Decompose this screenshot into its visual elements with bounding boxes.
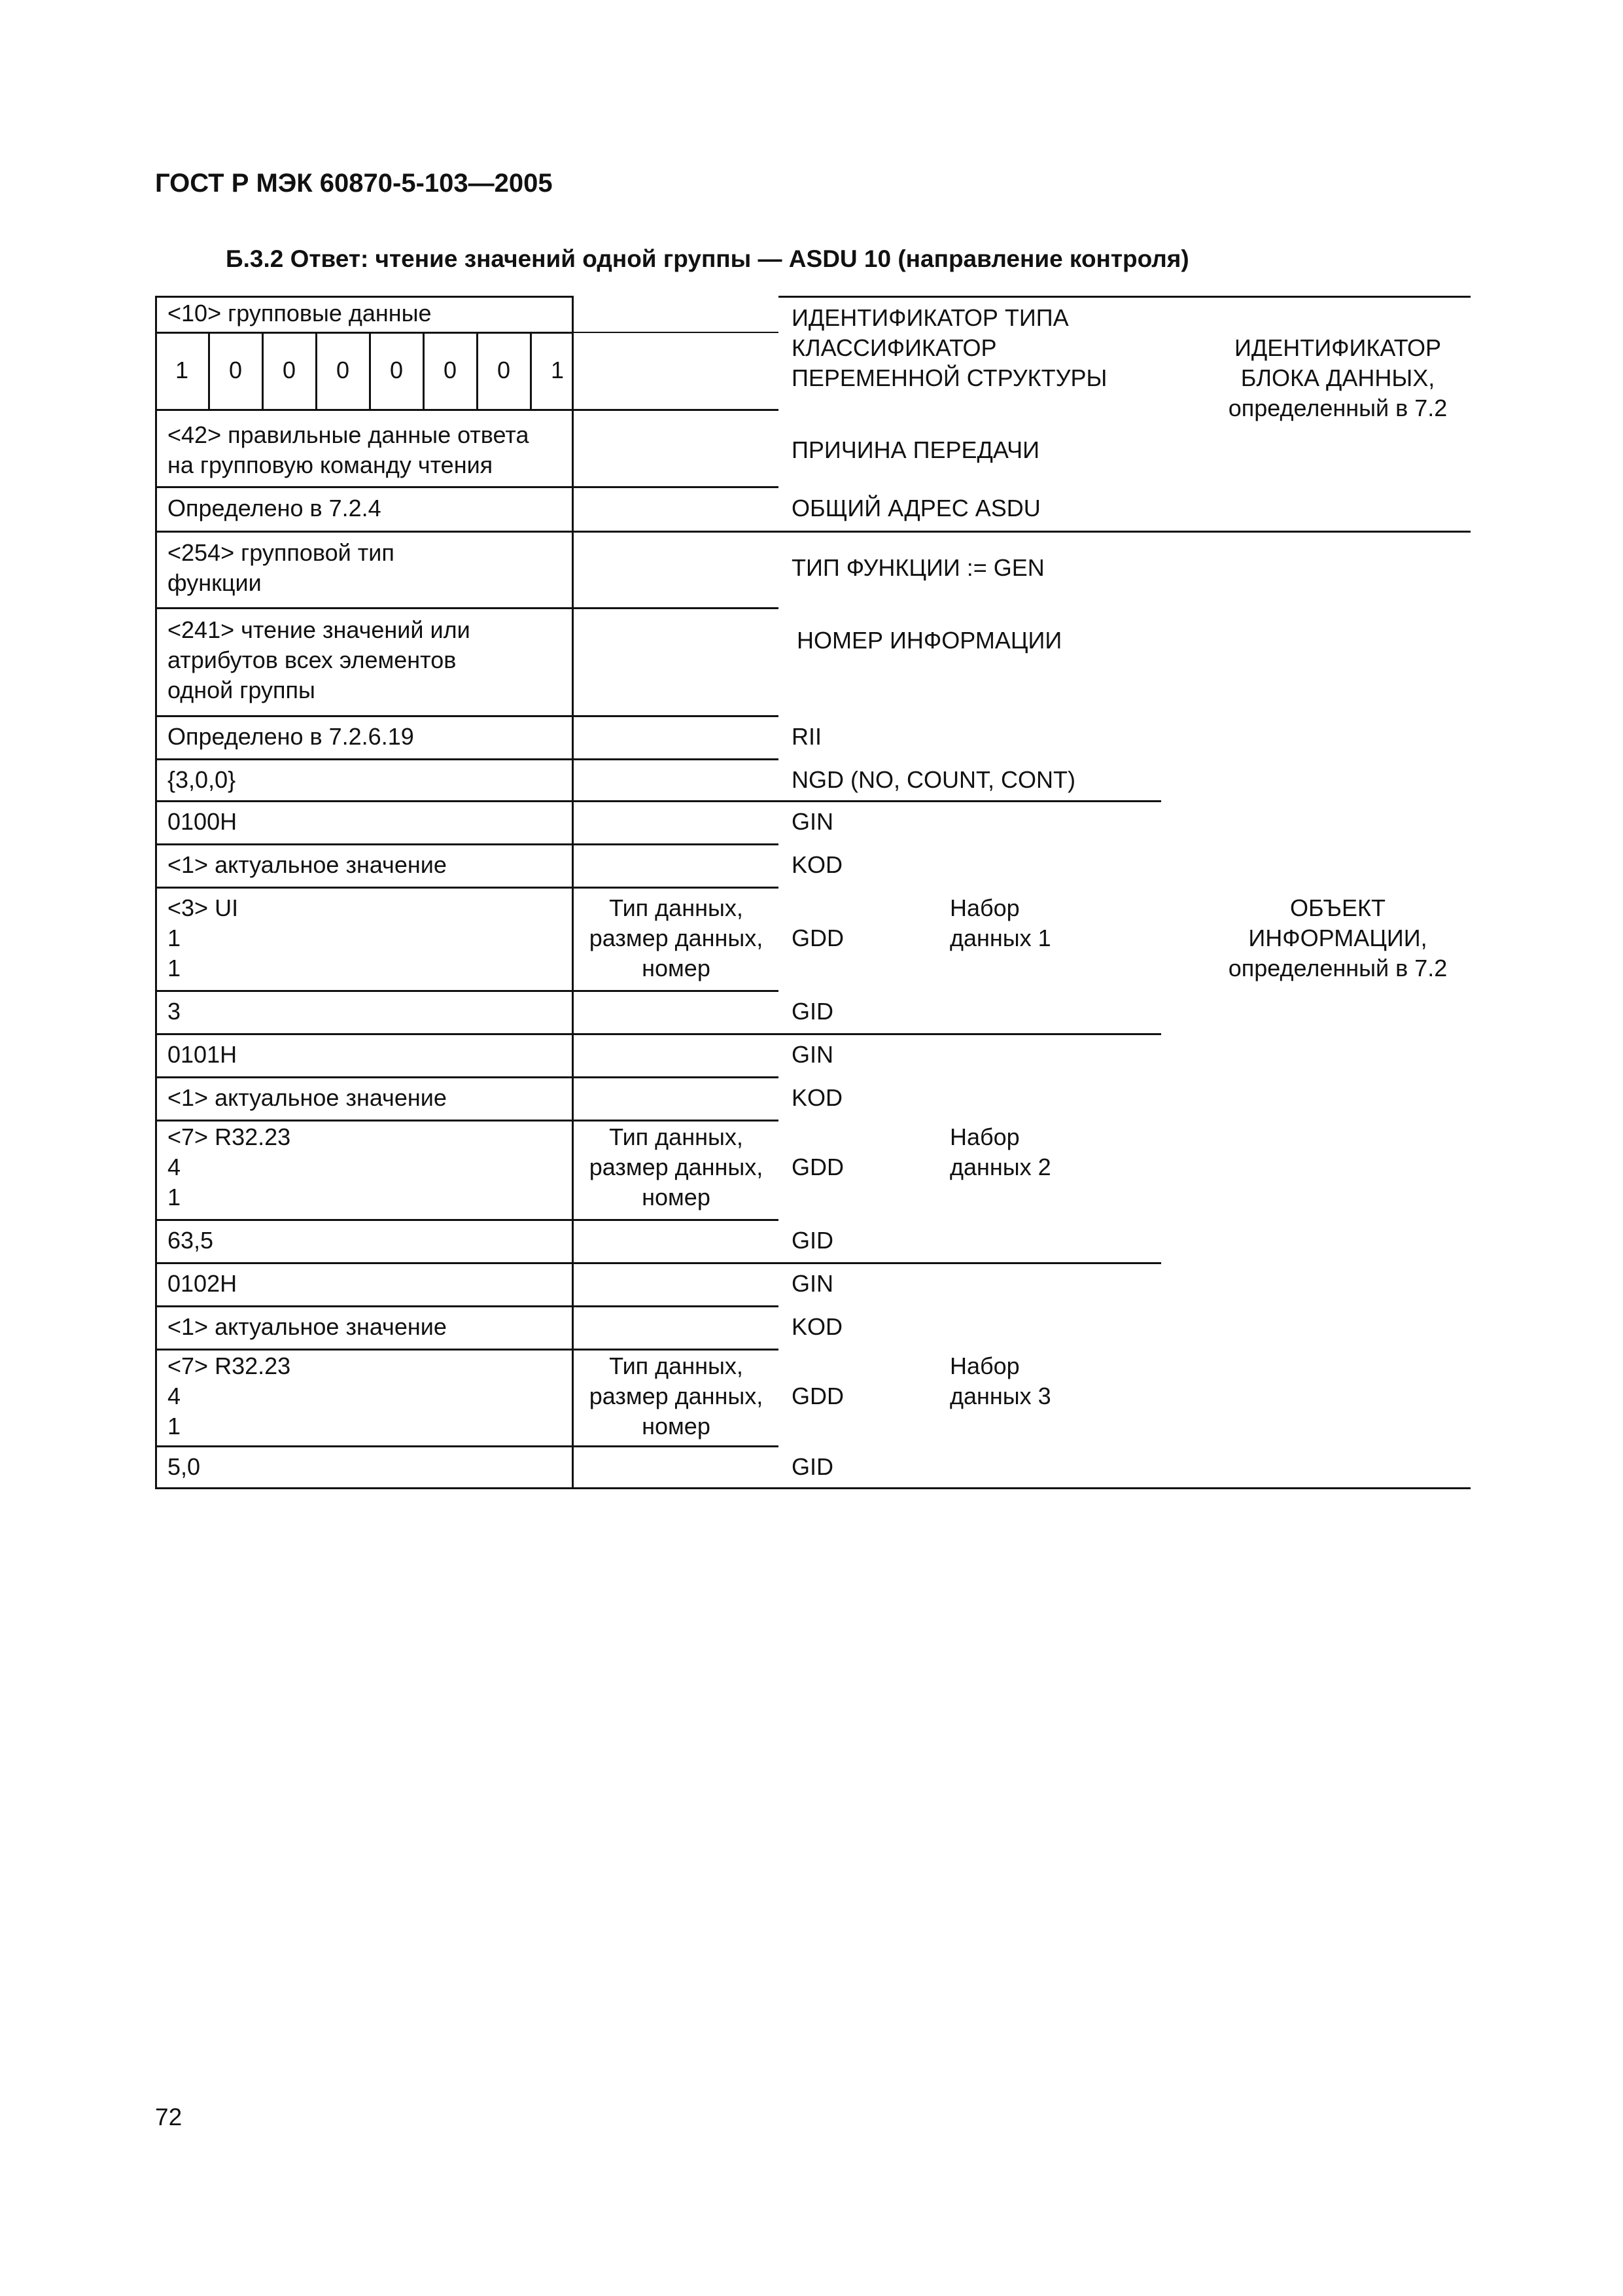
data-unit-id-label-line: БЛОКА ДАННЫХ, (1240, 364, 1435, 391)
label-gid: GID (792, 1227, 834, 1254)
ds1-gdd-line: 1 (167, 925, 181, 951)
label-cot: ПРИЧИНА ПЕРЕДАЧИ (792, 436, 1040, 463)
label-type-id: ИДЕНТИФИКАТОР ТИПА (792, 304, 1069, 331)
label-gdd: GDD (792, 925, 844, 951)
rii-value: Определено в 7.2.6.19 (167, 723, 414, 750)
label-gin: GIN (792, 1041, 834, 1068)
bit-cell: 0 (389, 357, 404, 383)
dataset-1-label-line: данных 1 (950, 925, 1051, 951)
bit-cell: 0 (228, 357, 243, 383)
function-type-value-line: функции (167, 569, 262, 596)
ds3-gin-value: 0102H (167, 1270, 237, 1297)
label-gdd: GDD (792, 1383, 844, 1409)
gdd-note-line: Тип данных, (609, 1352, 743, 1379)
info-number-value-line: <241> чтение значений или (167, 616, 470, 643)
label-gid: GID (792, 998, 834, 1025)
label-info-number: НОМЕР ИНФОРМАЦИИ (797, 627, 1062, 654)
label-kod: KOD (792, 851, 843, 878)
info-number-value-line: атрибутов всех элементов (167, 646, 457, 673)
type-id-value: <10> групповые данные (167, 300, 432, 327)
dataset-2-label-line: данных 2 (950, 1154, 1051, 1180)
ds2-gdd-line: 1 (167, 1184, 181, 1210)
label-kod: KOD (792, 1313, 843, 1340)
ds1-gdd-line: <3> UI (167, 894, 239, 921)
info-object-label-line: ИНФОРМАЦИИ, (1248, 925, 1427, 951)
label-function-type: ТИП ФУНКЦИИ := GEN (792, 554, 1045, 581)
label-kod: KOD (792, 1084, 843, 1111)
ds1-gid-value: 3 (167, 998, 181, 1025)
section-title: Б.3.2 Ответ: чтение значений одной группы — ASDU 10 (направление контроля) (226, 245, 1189, 272)
cot-value-line: на групповую команду чтения (167, 451, 493, 478)
page-number: 72 (155, 2104, 183, 2130)
ds1-gdd-line: 1 (167, 955, 181, 981)
gdd-note-line: размер данных, (589, 925, 763, 951)
ngd-value: {3,0,0} (167, 766, 236, 793)
cot-value-line: <42> правильные данные ответа (167, 421, 529, 448)
function-type-value-line: <254> групповой тип (167, 539, 394, 566)
ds3-gdd-line: 1 (167, 1413, 181, 1439)
ds3-gdd-line: 4 (167, 1383, 181, 1409)
ds1-gin-value: 0100H (167, 808, 237, 835)
dataset-2-label-line: Набор (950, 1123, 1020, 1150)
dataset-3-label-line: данных 3 (950, 1383, 1051, 1409)
gdd-note-line: Тип данных, (609, 1123, 743, 1150)
bit-cell: 1 (175, 357, 189, 383)
ds2-gdd-line: 4 (167, 1154, 181, 1180)
data-unit-id-label-line: ИДЕНТИФИКАТОР (1234, 334, 1441, 361)
label-ngd: NGD (NO, COUNT, CONT) (792, 766, 1075, 793)
label-rii: RII (792, 723, 822, 750)
bit-cell: 0 (497, 357, 511, 383)
bit-cell: 0 (336, 357, 350, 383)
bit-cell: 0 (282, 357, 296, 383)
common-address-value: Определено в 7.2.4 (167, 495, 381, 521)
ds2-kod-value: <1> актуальное значение (167, 1084, 447, 1111)
label-gid: GID (792, 1453, 834, 1480)
label-common-address: ОБЩИЙ АДРЕС ASDU (792, 495, 1041, 521)
bit-cell: 0 (443, 357, 457, 383)
dataset-3-label-line: Набор (950, 1352, 1020, 1379)
ds1-kod-value: <1> актуальное значение (167, 851, 447, 878)
gdd-note-line: номер (642, 1413, 710, 1439)
dataset-1-label-line: Набор (950, 894, 1020, 921)
label-vsq-line: КЛАССИФИКАТОР (792, 334, 997, 361)
label-vsq-line: ПЕРЕМЕННОЙ СТРУКТУРЫ (792, 364, 1108, 391)
gdd-note-line: Тип данных, (609, 894, 743, 921)
gdd-note-line: номер (642, 1184, 710, 1210)
ds3-gid-value: 5,0 (167, 1453, 201, 1480)
gdd-note-line: номер (642, 955, 710, 981)
gdd-note-line: размер данных, (589, 1154, 763, 1180)
info-object-label-line: ОБЪЕКТ (1290, 894, 1386, 921)
info-object-label-line: определенный в 7.2 (1228, 955, 1448, 981)
ds2-gin-value: 0101H (167, 1041, 237, 1068)
label-gdd: GDD (792, 1154, 844, 1180)
label-gin: GIN (792, 1270, 834, 1297)
ds2-gid-value: 63,5 (167, 1227, 214, 1254)
document-header: ГОСТ Р МЭК 60870-5-103—2005 (155, 169, 553, 198)
info-number-value-line: одной группы (167, 677, 315, 703)
ds3-kod-value: <1> актуальное значение (167, 1313, 447, 1340)
data-unit-id-label-line: определенный в 7.2 (1228, 395, 1448, 421)
bit-cell: 1 (550, 357, 565, 383)
ds3-gdd-line: <7> R32.23 (167, 1352, 291, 1379)
label-gin: GIN (792, 808, 834, 835)
gdd-note-line: размер данных, (589, 1383, 763, 1409)
ds2-gdd-line: <7> R32.23 (167, 1123, 291, 1150)
